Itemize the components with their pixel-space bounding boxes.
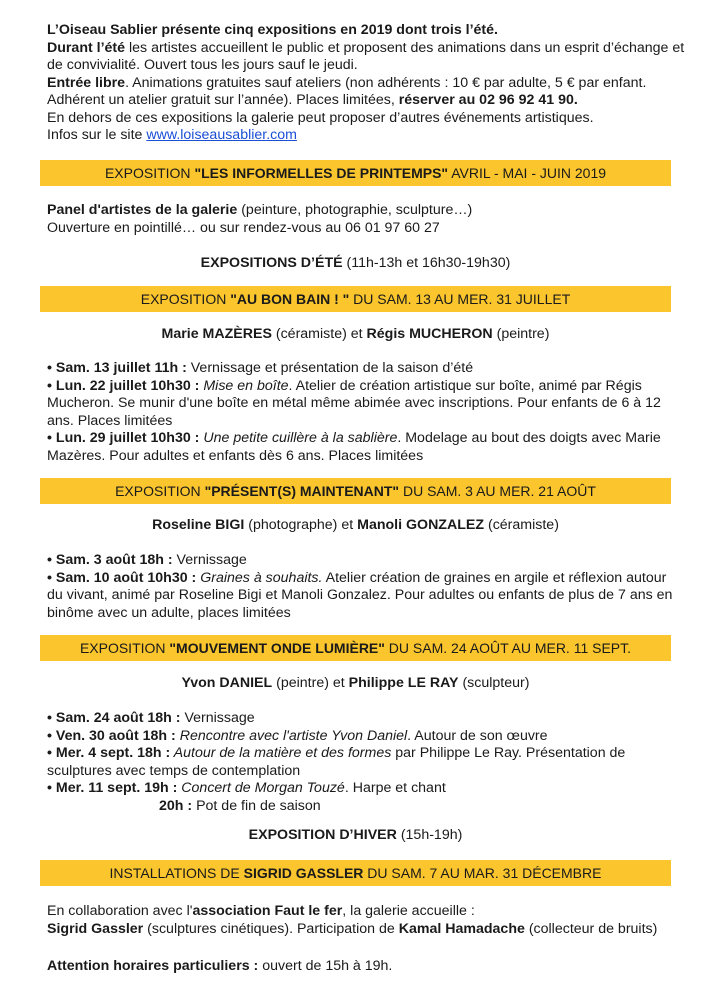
artist-role: (céramiste) et <box>271 326 367 342</box>
intro-info-label: Infos sur le site <box>47 127 147 143</box>
artist-role: (peintre) et <box>272 675 349 691</box>
winter-heading <box>40 827 671 845</box>
event-item <box>47 728 677 746</box>
event-date: • Lun. 29 juillet 10h30 : <box>47 430 200 446</box>
expo-bon-bain-events <box>47 360 677 465</box>
event-item <box>47 780 677 798</box>
event-title: Autour de la matière et des formes <box>170 745 392 761</box>
summer-bold: EXPOSITIONS D’ÉTÉ <box>200 255 343 271</box>
event-date: • Mer. 4 sept. 18h : <box>47 745 171 761</box>
event-item <box>47 360 677 378</box>
intro-entry-bold: Entrée libre <box>47 74 126 91</box>
expo-printemps-details <box>47 202 677 237</box>
panel-line <box>47 202 677 220</box>
event-title: Graines à souhaits. <box>196 569 323 586</box>
event-text: Vernissage et présentation de la saison d’été <box>186 360 474 376</box>
artist-role: (céramiste) <box>484 517 559 533</box>
band-text: EXPOSITION <box>79 640 170 656</box>
band-title: "LES INFORMELLES DE PRINTEMPS" <box>194 165 449 181</box>
band-dates: DU SAM. 7 AU MAR. 31 DÉCEMBRE <box>363 865 602 881</box>
event-item <box>47 710 677 728</box>
event-text: Vernissage <box>172 552 247 568</box>
panel-text: (peinture, photographie, sculpture…) <box>237 202 473 218</box>
artist-name: Kamal Hamadache <box>398 920 525 937</box>
band-title: SIGRID GASSLER <box>243 865 364 881</box>
band-text: EXPOSITION <box>140 291 231 307</box>
band-text: EXPOSITION <box>104 165 195 181</box>
hours-note <box>47 958 677 976</box>
band-text: INSTALLATIONS DE <box>109 865 244 881</box>
band-dates: DU SAM. 24 AOÛT AU MER. 11 SEPT. <box>384 640 632 656</box>
band-expo-bon-bain <box>40 286 671 312</box>
event-date: • Sam. 13 juillet 11h : <box>47 360 187 376</box>
event-text: par Philippe Le Ray. Présentation de sculptures avec temps de contemplation <box>47 745 626 779</box>
band-expo-present <box>40 478 671 504</box>
expo-present-artists <box>40 517 671 535</box>
event-date: • Mer. 11 sept. 19h : <box>47 780 178 796</box>
collab-text: , la galerie accueille : <box>342 903 475 919</box>
collab-line <box>47 903 677 921</box>
artist-name: Philippe LE RAY <box>348 675 459 691</box>
intro-section <box>47 22 687 145</box>
intro-summer <box>47 40 687 75</box>
participants-line <box>47 921 677 939</box>
band-title: "PRÉSENT(S) MAINTENANT" <box>204 483 400 499</box>
intro-entry <box>47 75 687 110</box>
artist-name: Régis MUCHERON <box>366 326 493 342</box>
expo-present-events <box>47 552 677 622</box>
intro-other: En dehors de ces expositions la galerie peut proposer d’autres événements artistiques. <box>47 109 594 126</box>
event-item <box>47 552 677 570</box>
event-text: . Autour de son œuvre <box>407 727 548 744</box>
band-title: "MOUVEMENT ONDE LUMIÈRE" <box>169 640 385 656</box>
expo-mouvement-events <box>47 710 677 815</box>
event-text: Pot de fin de saison <box>192 797 321 814</box>
participants-text: (collecteur de bruits) <box>524 920 658 937</box>
band-dates: DU SAM. 13 AU MER. 31 JUILLET <box>349 291 571 307</box>
intro-reserve-phone: réserver au 02 96 92 41 90. <box>398 92 578 108</box>
event-title: Mise en boîte <box>199 377 289 394</box>
band-text: EXPOSITION <box>115 483 205 499</box>
artist-role: (photographe) et <box>244 517 358 533</box>
band-expo-printemps <box>40 160 671 186</box>
winter-bold: EXPOSITION D’HIVER <box>248 827 397 843</box>
intro-summer-text: les artistes accueillent le public et proposent des animations dans un esprit d’échange et de convivialité. Ouvert tous les jours sauf le jeudi. <box>47 39 685 73</box>
event-text: . Harpe et chant <box>344 780 446 796</box>
hours-line <box>47 958 677 976</box>
event-date: • Ven. 30 août 18h : <box>47 727 176 744</box>
event-title: Concert de Morgan Touzé <box>177 780 345 796</box>
artist-role: (peintre) <box>492 326 550 342</box>
event-date: • Sam. 10 août 10h30 : <box>47 569 197 586</box>
artist-name: Roseline BIGI <box>152 517 245 533</box>
expo-gassler-details <box>47 903 677 938</box>
expo-bon-bain-artists <box>40 326 671 344</box>
artist-name: Manoli GONZALEZ <box>357 517 485 533</box>
event-text: . Atelier de création artistique sur boîte, animé par Régis Mucheron. Se munir d'une boîte en métal même abimée avec inscriptions. Pour enfants de 6 à 12 ans. Places limitées <box>47 377 661 429</box>
intro-info <box>47 127 687 145</box>
band-dates: AVRIL - MAI - JUIN 2019 <box>448 165 607 181</box>
event-date: • Sam. 3 août 18h : <box>47 552 173 568</box>
event-item <box>47 798 677 816</box>
expo-mouvement-artists <box>40 675 671 693</box>
panel-bold: Panel d'artistes de la galerie <box>47 202 238 218</box>
artist-name: Yvon DANIEL <box>181 675 273 691</box>
event-item <box>47 745 677 780</box>
band-title: "AU BON BAIN ! " <box>230 291 350 307</box>
event-item <box>47 378 677 431</box>
event-date: 20h : <box>159 797 193 814</box>
collab-text: En collaboration avec l' <box>47 903 193 919</box>
event-text: Atelier création de graines en argile et réflexion autour du vivant, animé par Roseline Bigi et Manoli Gonzalez. Pour adultes ou enfants de plus de 7 ans en binôme avec un adulte, places limitées <box>47 569 673 621</box>
band-expo-gassler <box>40 860 671 886</box>
opening-line: Ouverture en pointillé… ou sur rendez-vous au 06 01 97 60 27 <box>47 219 440 236</box>
event-date: • Sam. 24 août 18h : <box>47 710 181 726</box>
hours-bold: Attention horaires particuliers : <box>47 958 259 974</box>
participants-text: (sculptures cinétiques). Participation de <box>143 920 399 937</box>
event-date: • Lun. 22 juillet 10h30 : <box>47 377 200 394</box>
artist-name: Sigrid Gassler <box>47 920 144 937</box>
event-title: Une petite cuillère à la sablière <box>199 430 398 446</box>
website-link[interactable]: www.loiseausablier.com <box>146 127 297 143</box>
event-item <box>47 430 677 465</box>
intro-heading: L’Oiseau Sablier présente cinq expositions en 2019 dont trois l’été. <box>47 22 498 38</box>
event-title: Rencontre avec l'artiste Yvon Daniel <box>175 727 408 744</box>
artist-name: Marie MAZÈRES <box>161 326 272 342</box>
hours-text: ouvert de 15h à 19h. <box>258 958 393 974</box>
band-dates: DU SAM. 3 AU MER. 21 AOÛT <box>399 483 596 499</box>
intro-summer-bold: Durant l’été <box>47 39 126 56</box>
band-expo-mouvement <box>40 635 671 661</box>
event-item <box>47 570 677 623</box>
collab-association: association Faut le fer <box>192 903 343 919</box>
intro-title <box>47 22 687 40</box>
summer-heading <box>40 255 671 273</box>
event-text: Vernissage <box>180 710 255 726</box>
intro-entry-text: . Animations gratuites sauf ateliers (non adhérents : 10 € par adulte, 5 € par enfant. Adhérent un atelier gratuit sur l’année). Places limitées, <box>47 74 647 108</box>
event-text: . Modelage au bout des doigts avec Marie Mazères. Pour adultes et enfants dès 6 ans. Places limitées <box>47 430 661 464</box>
summer-hours: (11h-13h et 16h30-19h30) <box>342 255 511 271</box>
winter-hours: (15h-19h) <box>396 827 463 843</box>
artist-role: (sculpteur) <box>458 675 530 691</box>
